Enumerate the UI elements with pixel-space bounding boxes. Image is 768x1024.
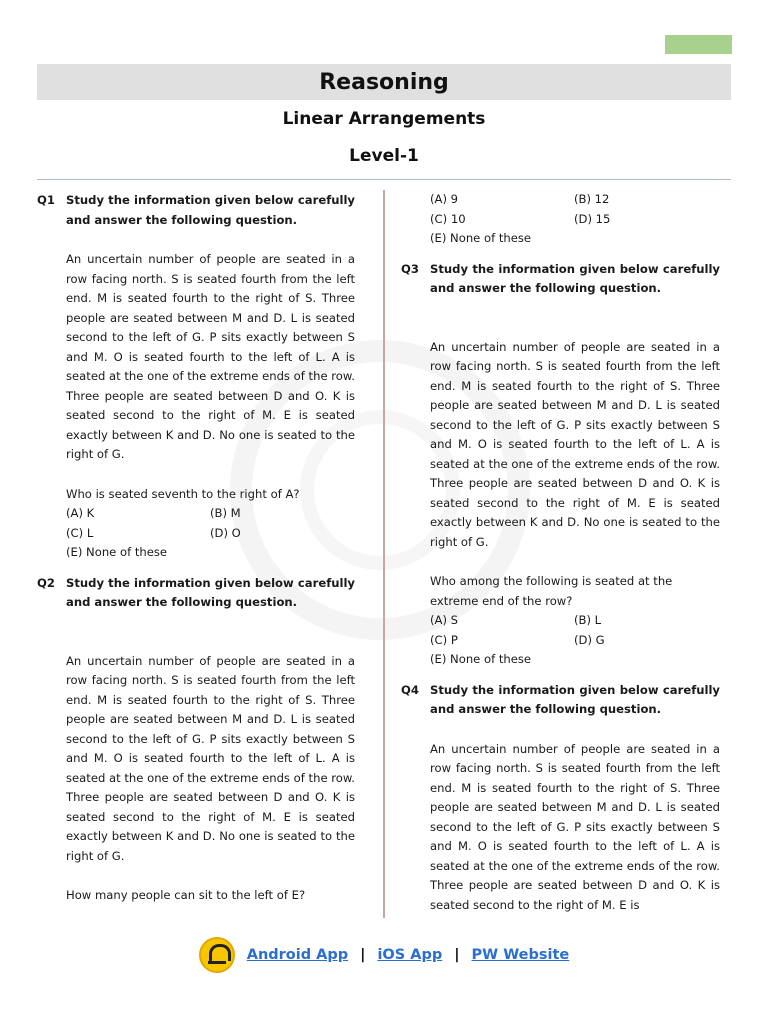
footer-links [0, 935, 768, 975]
option-d[interactable]: (D) 15 [574, 211, 611, 226]
topic-title: Linear Arrangements [282, 109, 486, 129]
option-c[interactable]: (C) P [430, 632, 458, 647]
question-2-options [401, 190, 720, 249]
question-number: Q3 [401, 261, 419, 276]
ios-app-link[interactable]: iOS App [377, 947, 443, 963]
header-accent-tab [665, 35, 732, 54]
question-3 [401, 260, 720, 670]
question-passage: An uncertain number of people are seated in a row facing north. S is seated fourth from the left end. M is seated fourth to the right of S. Three people are seated between M and D. L is seated second to the left of G. P sits exactly between S and M. O is seated fourth to the left of L. A is seated at the one of the extreme ends of the row. Three people are seated between D and O. K is seated second to the right of M. E is [430, 741, 720, 912]
option-a[interactable]: (A) S [430, 613, 459, 627]
question-passage: An uncertain number of people are seated in a row facing north. S is seated fourth from the left end. M is seated fourth to the right of S. Three people are seated between M and D. L is seated second to the left of G. P sits exactly between S and M. O is seated fourth to the left of L. A is seated at the one of the extreme ends of the row. Three people are seated between D and O. K is seated second to the right of M. E is seated exactly between K and D. No one is seated to the right of G. [66, 653, 355, 863]
answer-options [430, 190, 720, 229]
pw-website-link[interactable]: PW Website [471, 947, 570, 963]
left-column [37, 191, 355, 906]
option-e[interactable]: (E) None of these [430, 231, 532, 245]
answer-options [66, 504, 355, 543]
option-b[interactable]: (B) 12 [574, 192, 610, 206]
customer-service-icon [199, 937, 235, 973]
footer-separator: | [360, 947, 366, 963]
option-d[interactable]: (D) O [210, 525, 241, 540]
option-a[interactable]: (A) K [66, 506, 95, 520]
footer-separator: | [454, 947, 460, 963]
level-title: Level-1 [349, 146, 419, 166]
question-text: Who is seated seventh to the right of A? [66, 486, 300, 501]
option-e[interactable]: (E) None of these [430, 652, 532, 666]
question-2 [37, 574, 355, 906]
question-text: How many people can sit to the left of E? [66, 888, 306, 902]
question-1 [37, 191, 355, 563]
question-number: Q2 [37, 575, 55, 590]
question-instruction: Study the information given below carefully and answer the following question. [430, 261, 720, 295]
option-c[interactable]: (C) 10 [430, 211, 466, 226]
subject-title: Reasoning [319, 69, 449, 95]
question-instruction: Study the information given below carefully and answer the following question. [430, 682, 720, 716]
android-app-link[interactable]: Android App [246, 947, 349, 963]
right-column [401, 190, 720, 915]
subject-title-bar [37, 64, 731, 100]
question-number: Q4 [401, 682, 419, 697]
question-4 [401, 681, 720, 916]
option-e[interactable]: (E) None of these [66, 545, 168, 559]
answer-options [430, 611, 720, 650]
option-c[interactable]: (C) L [66, 525, 94, 540]
option-a[interactable]: (A) 9 [430, 192, 459, 206]
option-d[interactable]: (D) G [574, 632, 605, 647]
question-instruction: Study the information given below carefully and answer the following question. [66, 575, 355, 609]
question-number: Q1 [37, 193, 55, 207]
question-text: Who among the following is seated at the extreme end of the row? [430, 574, 673, 608]
header-divider [37, 179, 731, 180]
column-divider [383, 190, 385, 918]
question-passage: An uncertain number of people are seated in a row facing north. S is seated fourth from the left end. M is seated fourth to the right of S. Three people are seated between M and D. L is seated second to the left of G. P sits exactly between S and M. O is seated fourth to the left of L. A is seated at the one of the extreme ends of the row. Three people are seated between D and O. K is seated second to the right of M. E is seated exactly between K and D. No one is seated to the right of G. [66, 252, 355, 461]
option-b[interactable]: (B) M [210, 506, 241, 520]
question-instruction: Study the information given below carefully and answer the following question. [66, 193, 355, 227]
question-passage: An uncertain number of people are seated in a row facing north. S is seated fourth from the left end. M is seated fourth to the right of S. Three people are seated between M and D. L is seated second to the left of G. P sits exactly between S and M. O is seated fourth to the left of L. A is seated at the one of the extreme ends of the row. Three people are seated between D and O. K is seated second to the right of M. E is seated exactly between K and D. No one is seated to the right of G. [430, 339, 720, 549]
option-b[interactable]: (B) L [574, 613, 602, 627]
